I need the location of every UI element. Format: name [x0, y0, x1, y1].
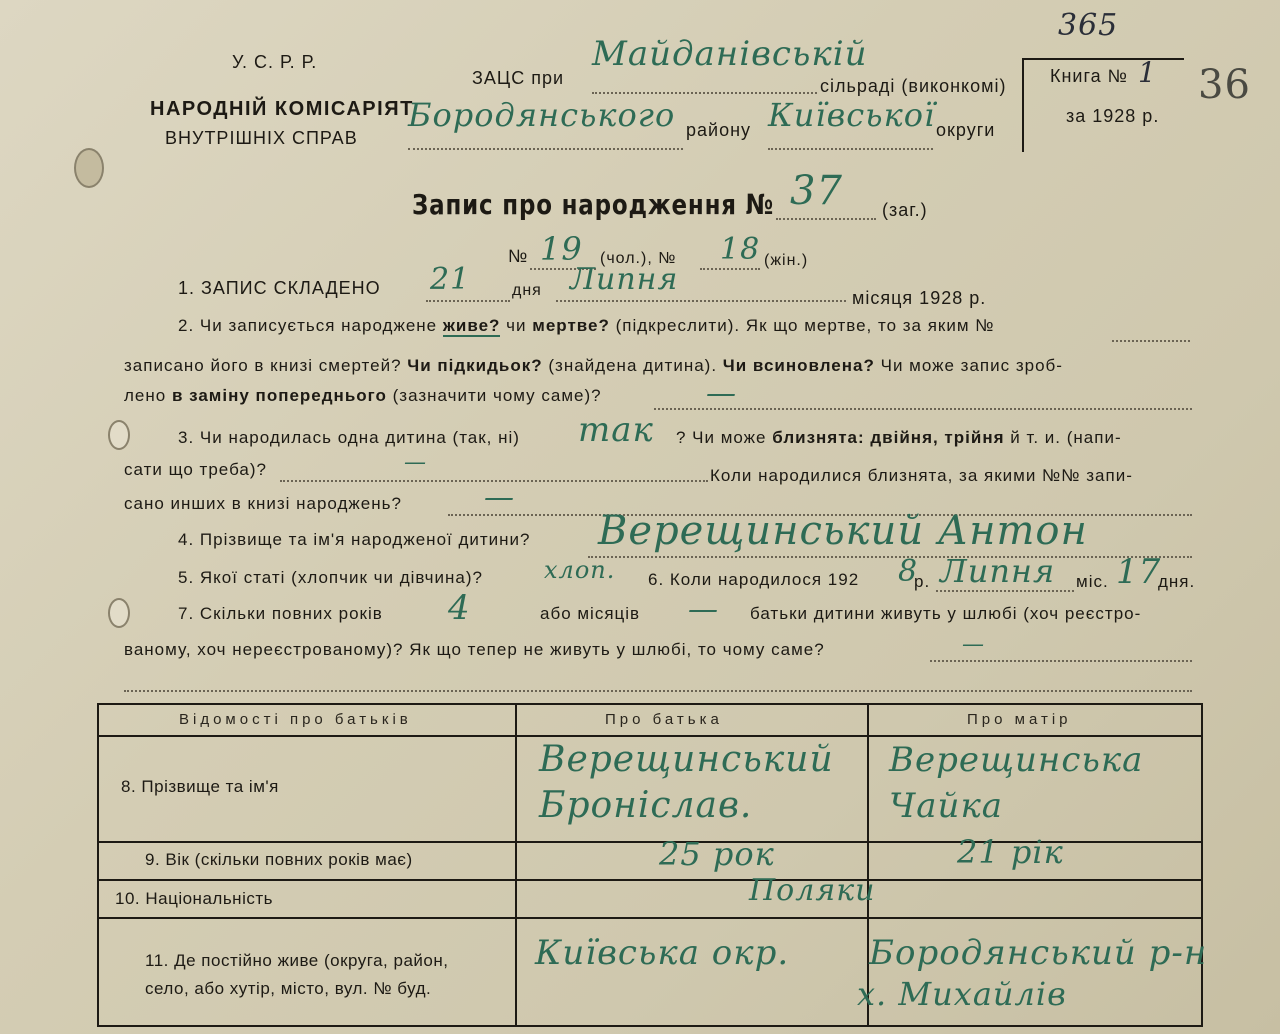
commissariat-heading: НАРОДНІЙ КОМІСАРІЯТ [150, 98, 414, 120]
female-label: (жін.) [764, 252, 809, 269]
father-residence: Київська окр. [535, 933, 790, 973]
record-title: Запис про народження № [412, 188, 775, 221]
okruga-label: округи [936, 120, 996, 140]
q3-line2-b: Коли народилися близнята, за якими №№ запи- [710, 466, 1133, 485]
q1-day-value: 21 [430, 262, 471, 297]
district-label: району [686, 120, 752, 140]
q7-label-b: або місяців [540, 604, 641, 623]
father-age: 25 рок [659, 835, 775, 873]
row-nationality-label: 10. Національність [115, 889, 273, 908]
punch-hole [108, 420, 130, 450]
q1-month-label: місяця 1928 р. [852, 288, 987, 308]
q2-line2: записано його в книзі смертей? Чи підкидьок? (знайдена дитина). Чи всиновлена? Чи може запис зроб- [124, 356, 1063, 375]
child-name-line [588, 556, 1192, 558]
district-value: Бородянського [408, 96, 676, 134]
okruga-line [768, 148, 933, 150]
ussr-heading: У. С. Р. Р. [232, 52, 318, 72]
nationality-value: Поляки [749, 873, 876, 908]
birth-year-r: р. [914, 572, 931, 591]
book-year: за 1928 р. [1066, 106, 1160, 126]
q2-line1: 2. Чи записується народжене живе? чи мертве? (підкреслити). Як що мертве, то за яким № [178, 316, 995, 335]
row-name-label: 8. Прізвище та ім'я [121, 777, 279, 796]
q6-label: 6. Коли народилося 192 [648, 570, 860, 589]
q3-line3: сано инших в книзі народжень? [124, 494, 402, 513]
female-number-line [700, 268, 760, 270]
q3-line3-dash: — [484, 480, 515, 515]
village-council-label: сільраді (виконкомі) [820, 76, 1007, 96]
birth-month-line [936, 590, 1074, 592]
q7-label-c: батьки дитини живуть у шлюбі (хоч реєстро- [750, 604, 1142, 623]
q1-month-line [556, 300, 846, 302]
village-council-line [592, 92, 817, 94]
birth-month: Липня [940, 552, 1056, 590]
q3-line2-a: сати що треба)? [124, 460, 267, 479]
q1-day-line [426, 300, 510, 302]
dead-option: мертве? [532, 316, 610, 335]
book-top-number: 365 [1058, 8, 1119, 43]
table-header-info: Відомості про батьків [179, 711, 412, 728]
q2-answer: — [706, 376, 737, 411]
punch-hole [74, 148, 104, 188]
residence-village: х. Михайлів [857, 975, 1067, 1013]
q7-line3-dots [124, 690, 1192, 692]
q3-line1-b: ? Чи може близнята: двійня, трійня й т. и. (напи- [676, 428, 1122, 447]
q2-line1-dots [1112, 340, 1190, 342]
punch-hole [108, 598, 130, 628]
birth-day-label: дня. [1158, 572, 1196, 591]
q7-line2-dots [930, 660, 1192, 662]
birth-day: 17 [1116, 552, 1162, 592]
mother-name: Верещинська Чайка [889, 740, 1144, 826]
male-number: 19 [540, 230, 583, 268]
birth-year-digit: 8 [898, 554, 919, 589]
q4-label: 4. Прізвище та ім'я народженої дитини? [178, 530, 531, 549]
q2-line3: лено в заміну попереднього (зазначити чому саме)? [124, 386, 602, 405]
margin-number: 36 [1198, 62, 1251, 108]
record-suffix: (заг.) [882, 200, 928, 220]
q3-answer: так [578, 410, 654, 450]
marriage-years: 4 [448, 588, 471, 628]
village-council-value: Майданівській [592, 34, 868, 74]
record-number-line [776, 218, 876, 220]
q1-day-label: дня [512, 282, 542, 299]
q5-label: 5. Якої статі (хлопчик чи дівчина)? [178, 568, 483, 587]
mother-residence: Бородянський р-н [869, 933, 1208, 973]
table-header-father: Про батька [605, 711, 723, 728]
mother-age: 21 рік [957, 833, 1064, 871]
okruga-value: Київської [768, 96, 936, 134]
male-label: (чол.), № [600, 250, 677, 267]
alive-option: живе? [442, 316, 501, 335]
child-sex: хлоп. [544, 556, 616, 584]
child-name: Верещинський Антон [598, 508, 1088, 554]
district-line [408, 148, 683, 150]
q1-month-value: Липня [570, 262, 679, 297]
book-number: 1 [1138, 56, 1157, 89]
father-name: Верещинський Броніслав. [539, 739, 834, 826]
male-no-label: № [508, 246, 529, 266]
q7-label-d: ваному, хоч нереєстрованому)? Як що тепер не живуть у шлюбі, то чому саме? [124, 640, 825, 659]
q3-label-a: 3. Чи народилась одна дитина (так, ні) [178, 428, 520, 447]
record-number: 37 [790, 168, 843, 214]
female-number: 18 [720, 232, 761, 267]
row-age-label: 9. Вік (скільки повних років має) [145, 850, 413, 869]
q7-answer: — [962, 632, 985, 657]
q7-label-a: 7. Скільки повних років [178, 604, 383, 623]
book-label: Книга № [1050, 66, 1128, 86]
row-residence-label-1: 11. Де постійно живе (округа, район, [145, 951, 449, 970]
internal-affairs-heading: ВНУТРІШНІХ СПРАВ [165, 128, 358, 148]
parents-table [97, 703, 1208, 1027]
zags-label: ЗАЦС при [472, 68, 565, 88]
q1-label: 1. ЗАПИС СКЛАДЕНО [178, 278, 381, 298]
q2-line3-dots [654, 408, 1192, 410]
q3-line2-dash: — [404, 450, 427, 475]
row-residence-label-2: село, або хутір, місто, вул. № буд. [145, 979, 432, 998]
marriage-months: — [688, 592, 719, 627]
birth-month-label: міс. [1076, 572, 1109, 591]
table-header-mother: Про матір [967, 711, 1072, 728]
